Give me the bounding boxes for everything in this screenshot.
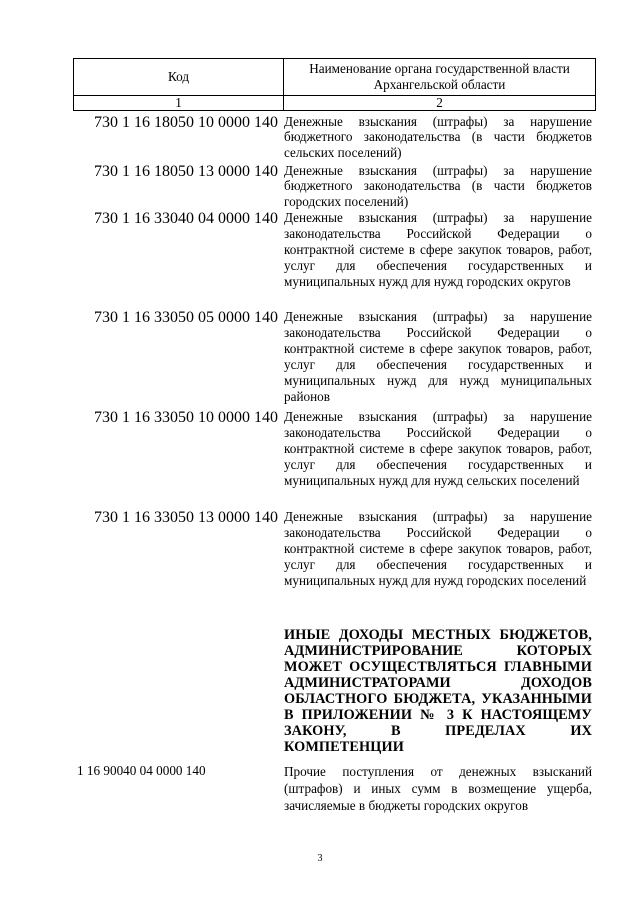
- page-number: 3: [317, 853, 323, 864]
- row-description: Денежные взыскания (штрафы) за нарушение законодательства Российской Федерации о контрактной системе в сфере закупок товаров, работ, услуг для обеспечения государственных и муниципальных нужд для нужд городских округов: [284, 210, 592, 289]
- row-description: Денежные взыскания (штрафы) за нарушение бюджетного законодательства (в части бюджетов городских поселений): [284, 163, 592, 209]
- row-code: 730 1 16 33050 05 0000 140: [94, 309, 278, 326]
- header-table: [73, 58, 596, 111]
- header-code-cell: Код: [74, 59, 284, 96]
- row-code: 730 1 16 33050 13 0000 140: [94, 509, 278, 526]
- row-code: 730 1 16 33040 04 0000 140: [94, 210, 278, 227]
- header-name-cell: Наименование органа государственной власти Архангельской области: [284, 59, 596, 96]
- row-code: 730 1 16 18050 10 0000 140: [94, 114, 278, 131]
- section-heading: ИНЫЕ ДОХОДЫ МЕСТНЫХ БЮДЖЕТОВ, АДМИНИСТРИРОВАНИЕ КОТОРЫХ МОЖЕТ ОСУЩЕСТВЛЯТЬСЯ ГЛАВНЫМИ АДМИНИСТРАТОРАМИ ДОХОДОВ ОБЛАСТНОГО БЮДЖЕТА, УКАЗАННЫМИ В ПРИЛОЖЕНИИ № 3 К НАСТОЯЩЕМУ ЗАКОНУ, В ПРЕДЕЛАХ ИХ КОМПЕТЕНЦИИ: [284, 627, 592, 755]
- header-code-number: 1: [74, 96, 284, 111]
- row-description: Денежные взыскания (штрафы) за нарушение законодательства Российской Федерации о контрактной системе в сфере закупок товаров, работ, услуг для обеспечения государственных и муниципальных нужд для нужд сельских поселений: [284, 409, 592, 488]
- other-income-description: Прочие поступления от денежных взысканий (штрафов) и иных сумм в возмещение ущерба, зачисляемые в бюджеты городских округов: [284, 764, 592, 813]
- other-income-code: 1 16 90040 04 0000 140: [77, 763, 206, 778]
- row-code: 730 1 16 33050 10 0000 140: [94, 409, 278, 426]
- row-code: 730 1 16 18050 13 0000 140: [94, 163, 278, 180]
- row-description: Денежные взыскания (штрафы) за нарушение бюджетного законодательства (в части бюджетов сельских поселений): [284, 114, 592, 160]
- row-description: Денежные взыскания (штрафы) за нарушение законодательства Российской Федерации о контрактной системе в сфере закупок товаров, работ, услуг для обеспечения государственных и муниципальных нужд для нужд городских поселений: [284, 509, 592, 588]
- row-description: Денежные взыскания (штрафы) за нарушение законодательства Российской Федерации о контрактной системе в сфере закупок товаров, работ, услуг для обеспечения государственных и муниципальных нужд для нужд муниципальных районов: [284, 309, 592, 404]
- header-name-number: 2: [284, 96, 596, 111]
